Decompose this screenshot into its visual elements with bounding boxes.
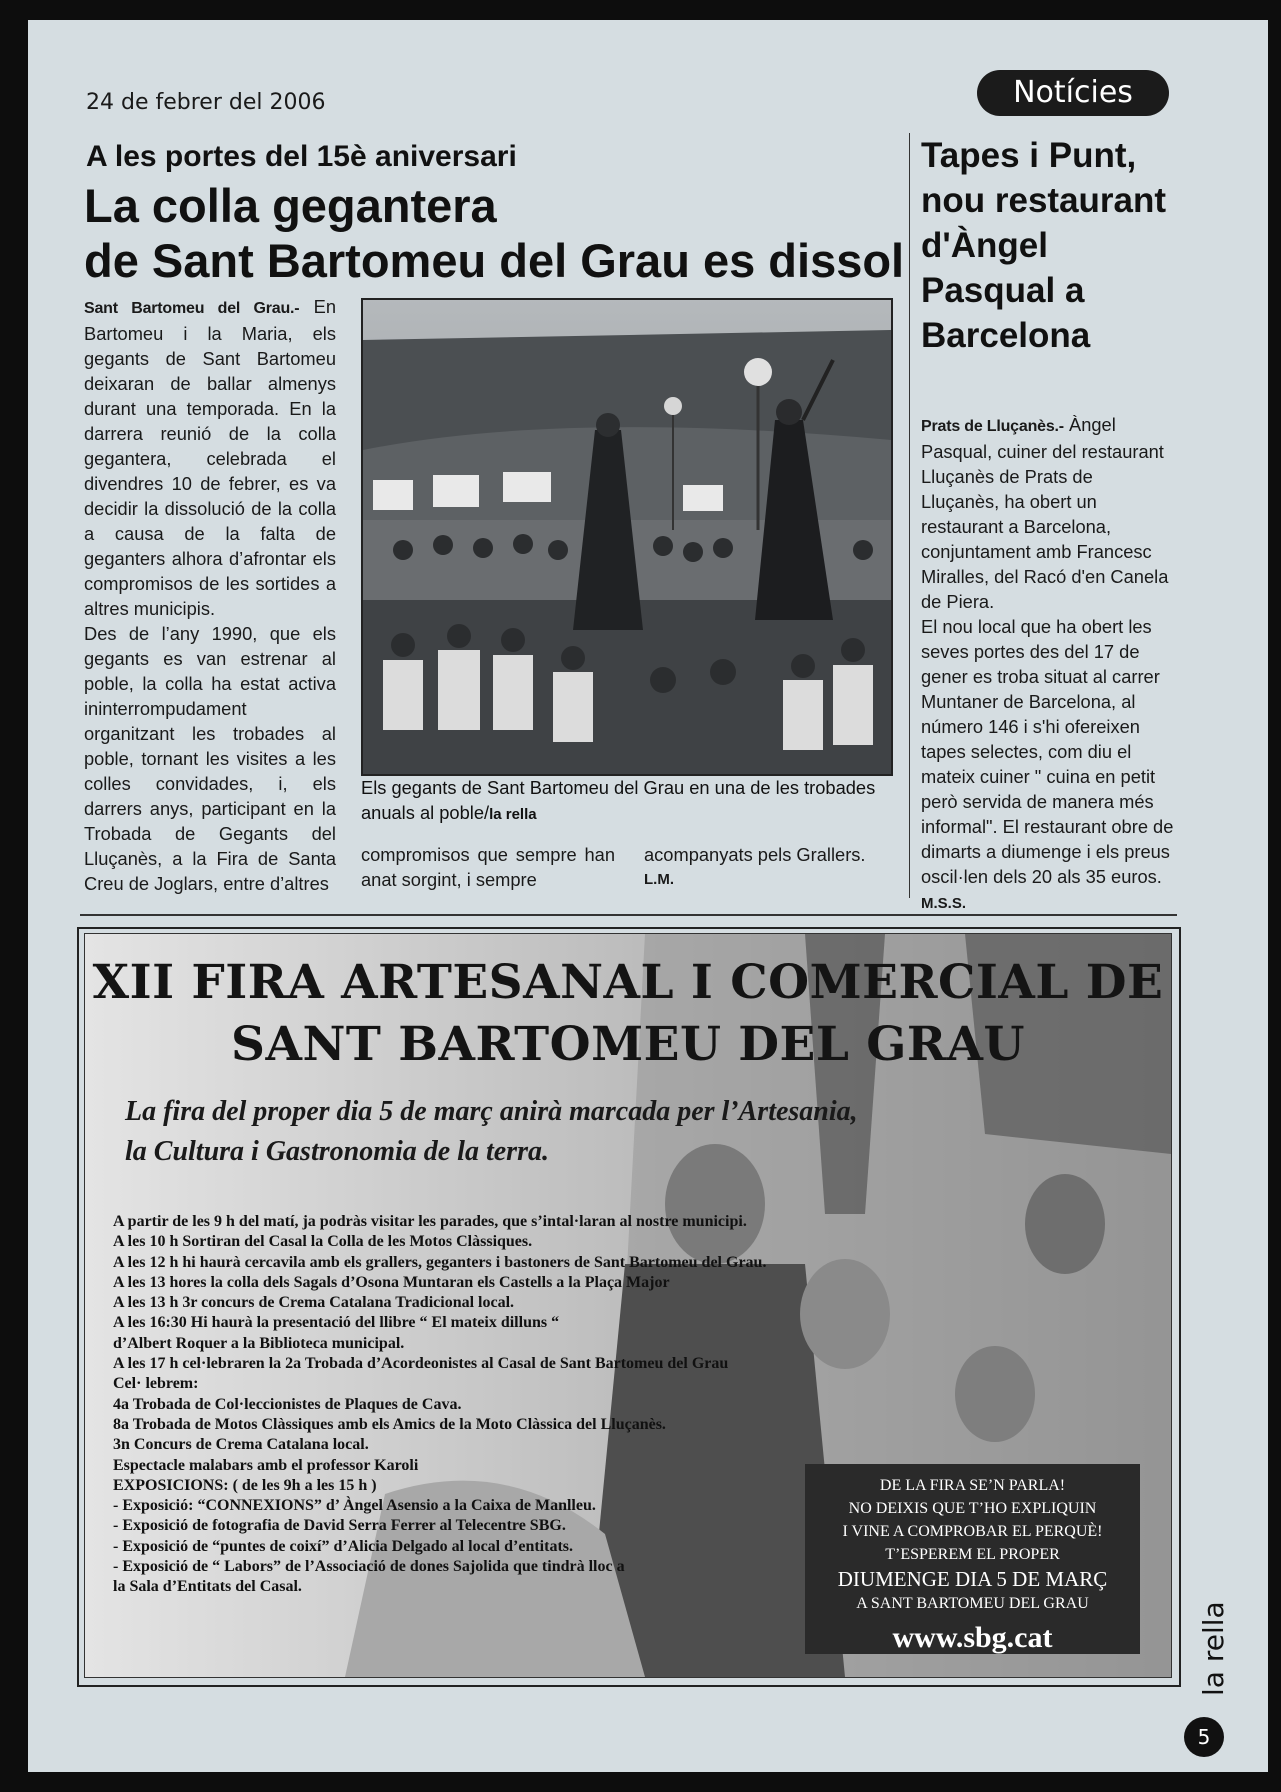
section-divider — [80, 914, 1177, 916]
program-item: A les 16:30 Hi haurà la presentació del llibre “ El mateix dilluns “ — [113, 1314, 560, 1332]
section-badge: Notícies — [977, 70, 1169, 116]
side-signature: M.S.S. — [921, 895, 967, 912]
program-item: 8a Trobada de Motos Clàssiques amb els Amics de la Moto Clàssica del Lluçanès. — [113, 1415, 666, 1433]
magazine-brand — [1183, 1590, 1243, 1700]
side-paragraph-2: El nou local que ha obert les seves portes des del 17 de gener es troba situat al carrer Muntaner de Barcelona, al número 146 i s'hi ofereixen tapes selectes, com diu el mateix cuiner " cuina en petit però servida de manera més informal". El restaurant obre de dimarts a diumenge i els preus oscil·len dels 20 als 35 euros. M.S.S. — [921, 616, 1174, 912]
program-item: Espectacle malabars amb el professor Karoli — [113, 1456, 419, 1474]
program-item: A les 12 h hi haurà cercavila amb els grallers, geganters i bastoners de Sant Bartomeu del Grau. — [113, 1253, 767, 1271]
program-item: 4a Trobada de Col·leccionistes de Plaques de Cava. — [113, 1395, 462, 1413]
issue-date: 24 de febrer del 2006 — [86, 90, 326, 115]
article-headline — [84, 178, 934, 288]
page-number: 5 — [1184, 1717, 1224, 1757]
column-divider — [909, 133, 910, 898]
program-item: A les 10 h Sortiran del Casal la Colla de les Motos Clàssiques. — [113, 1233, 533, 1251]
program-item: A partir de les 9 h del matí, ja podràs visitar les parades, que s’intal·laran al nostre municipi. — [113, 1213, 747, 1230]
article-signature: L.M. — [644, 871, 674, 888]
program-item: A les 13 h 3r concurs de Crema Catalana Tradicional local. — [113, 1294, 515, 1312]
ad-title: XII FIRA ARTESANAL I COMERCIAL DE SANT BARTOMEU DEL GRAU — [92, 955, 1164, 1072]
giants-photo-image — [363, 300, 891, 774]
headline-line-2: de Sant Bartomeu del Grau es dissol — [84, 234, 905, 287]
fair-advertisement — [84, 933, 1172, 1678]
photo-caption: Els gegants de Sant Bartomeu del Grau en una de les trobades anuals al poble/la rella — [361, 777, 876, 823]
program-item: - Exposició de fotografia de David Serra Ferrer al Telecentre SBG. — [113, 1517, 566, 1535]
program-item: - Exposició: “CONNEXIONS” d’ Àngel Asensio a la Caixa de Manlleu. — [113, 1497, 596, 1515]
ad-subtitle: La fira del proper dia 5 de març anirà marcada per l’Artesania, la Cultura i Gastronomia de la terra. — [125, 1096, 858, 1167]
svg-text:la rella: la rella — [1197, 1601, 1230, 1696]
article-column-1 — [84, 294, 336, 896]
program-item: - Exposició de “ Labors” de l’Associació de dones Sajolida que tindrà lloc a — [113, 1558, 625, 1576]
ad-program-list — [113, 1212, 873, 1598]
article-column-2: compromisos que sempre han anat sorgint, i sempre — [361, 844, 615, 890]
program-item: A les 17 h cel·lebraren la 2a Trobada d’Acordeonistes al Casal de Sant Bartomeu del Grau — [113, 1355, 729, 1373]
dateline: Sant Bartomeu del Grau.- — [84, 300, 300, 317]
newspaper-page — [28, 20, 1268, 1772]
giants-photo — [361, 298, 893, 776]
side-article-body — [921, 412, 1176, 916]
program-item: Cel· lebrem: — [113, 1375, 199, 1393]
brand-wordmark — [1183, 1590, 1243, 1700]
ad-callout-box: DE LA FIRA SE’N PARLA! NO DEIXIS QUE T’HO EXPLIQUIN I VINE A COMPROBAR EL PERQUÈ! T’ESPEREM EL PROPER DIUMENGE DIA 5 DE MARÇ A SANT BARTOMEU DEL GRAU www.sbg.cat — [805, 1464, 1140, 1654]
article-paragraph-1: Sant Bartomeu del Grau.- En Bartomeu i la Maria, els gegants de Sant Bartomeu deixaran de ballar almenys durant una temporada. En la darrera reunió de la colla gegantera, celebrada el divendres 10 de febrer, es va decidir la dissolució de la colla a causa de la falta de geganters alhora d’afrontar els compromisos de les sortides a altres municipis. — [84, 296, 336, 619]
article-column-3: acompanyats pels Grallers. L.M. — [644, 842, 894, 892]
article-kicker: A les portes del 15è aniversari — [86, 140, 517, 173]
headline-line-1: La colla gegantera — [84, 179, 497, 232]
ad-website-link[interactable]: www.sbg.cat — [892, 1621, 1053, 1654]
side-paragraph-1: Prats de Lluçanès.- Àngel Pasqual, cuiner del restaurant Lluçanès de Prats de Lluçanès, ha obert un restaurant a Barcelona, conjuntament amb Francesc Miralles, del Racó d'en Canela de Piera. — [921, 414, 1169, 612]
photo-credit: la rella — [489, 806, 537, 823]
program-item: d’Albert Roquer a la Biblioteca municipal. — [113, 1334, 405, 1352]
program-item: EXPOSICIONS: ( de les 9h a les 15 h ) — [113, 1476, 377, 1494]
program-item: la Sala d’Entitats del Casal. — [113, 1578, 302, 1596]
article-paragraph-2: Des de l’any 1990, que els gegants es van estrenar al poble, la colla ha estat activa ininterrompudament organitzant les trobades al poble, tornant les visites a les colles convidades, i, els darrers anys, participant en la Trobada de Gegants del Lluçanès, a la Fira de Santa Creu de Joglars, entre d’altres — [84, 623, 336, 894]
side-dateline: Prats de Lluçanès.- — [921, 418, 1064, 435]
program-item: A les 13 hores la colla dels Sagals d’Osona Muntaran els Castells a la Plaça Major — [113, 1273, 670, 1291]
program-item: 3n Concurs de Crema Catalana local. — [113, 1436, 369, 1454]
side-article-headline: Tapes i Punt, nou restaurant d'Àngel Pasqual a Barcelona — [921, 136, 1167, 355]
program-item: - Exposició de “puntes de coixí” d’Alicia Delgado al local d’entitats. — [113, 1537, 573, 1555]
